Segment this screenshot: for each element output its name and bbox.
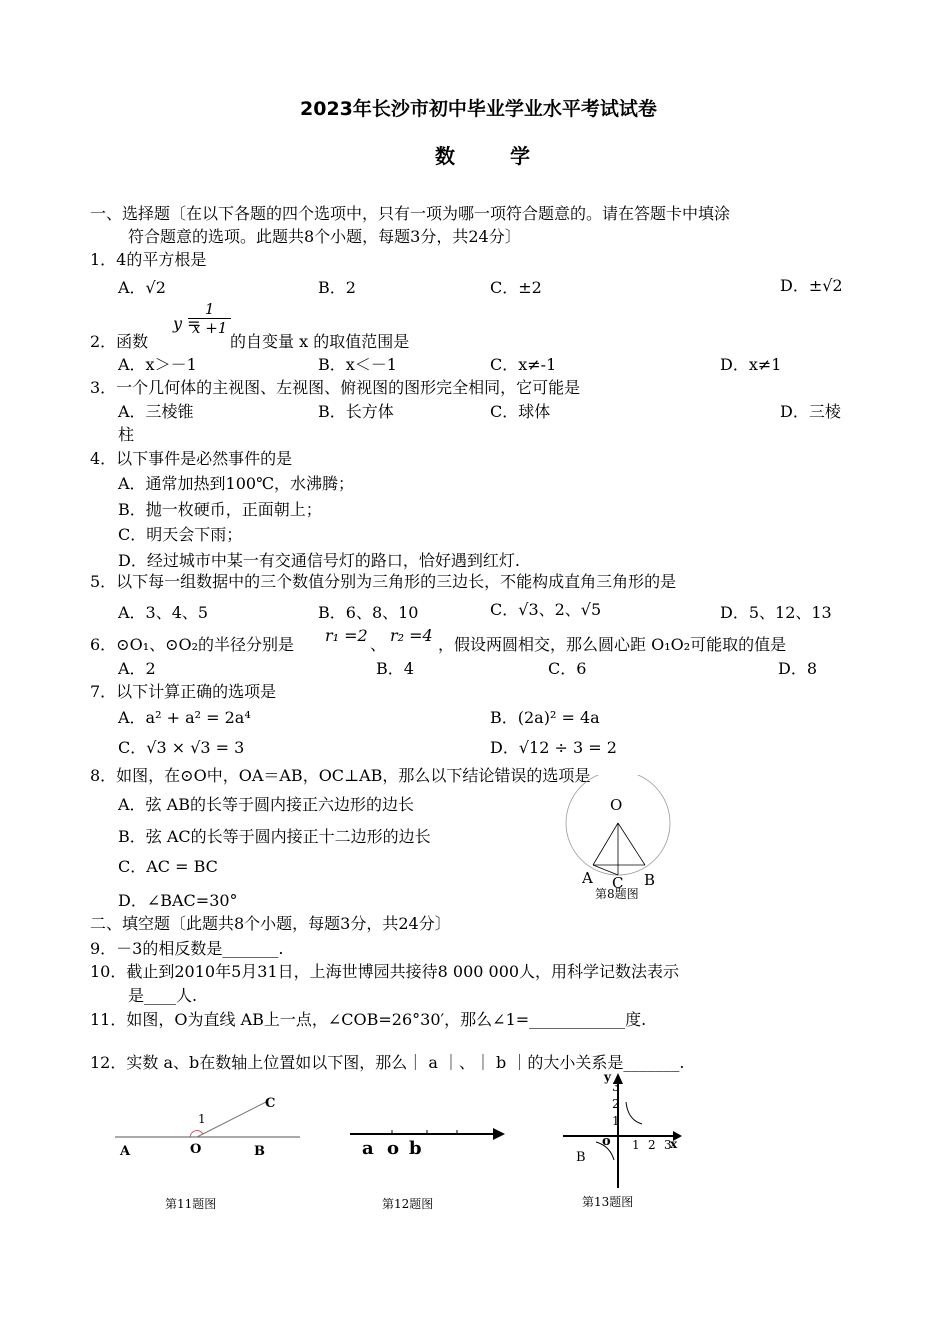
figure-11-angle: [110, 1085, 310, 1170]
q6-r1: r₁ =2: [325, 626, 368, 645]
q3-option-b: B．长方体: [318, 402, 394, 421]
q1-option-d: D．±√2: [780, 276, 843, 295]
q6-option-a: A．2: [118, 659, 156, 678]
q3-option-d: D．三棱: [780, 402, 841, 421]
number-line-arrow: [493, 1128, 505, 1140]
q8-option-c: C．AC = BC: [118, 857, 218, 876]
x-tick-1: 1: [632, 1138, 640, 1152]
q1-option-c: C．±2: [490, 278, 542, 297]
q5-option-c: C．√3、2、√5: [490, 600, 602, 619]
y-axis-label: y: [604, 1070, 611, 1084]
label-o: O: [610, 796, 623, 814]
figure-11-caption: 第11题图: [165, 1197, 217, 1211]
q2-eq-lhs: y =: [173, 314, 201, 333]
segment-ob: [618, 823, 645, 865]
q5-option-b: B．6、8、10: [318, 603, 419, 622]
q8-stem: 8．如图，在⊙O中，OA＝AB，OC⊥AB，那么以下结论错误的选项是: [90, 766, 591, 785]
label-b: B: [254, 1144, 265, 1159]
q10-text-cont: 是____人.: [128, 986, 198, 1005]
label-c: C: [265, 1096, 276, 1111]
q2-option-b: B．x＜－1: [318, 355, 397, 374]
ray-oc: [197, 1101, 268, 1137]
q2-stem-pre: 2．函数: [90, 332, 149, 351]
q3-option-c: C．球体: [490, 402, 551, 421]
q2-option-c: C．x≠-1: [490, 355, 557, 374]
label-b: b: [409, 1138, 422, 1159]
label-b: B: [644, 871, 656, 889]
figure-12-number-line: [345, 1120, 510, 1165]
exam-title: 2023年长沙市初中毕业学业水平考试试卷: [300, 98, 657, 120]
q6-option-c: C．6: [548, 659, 587, 678]
subject-title: 数 学: [435, 144, 554, 168]
origin-label: o: [602, 1134, 611, 1149]
q7-option-d: D．√12 ÷ 3 = 2: [490, 738, 617, 757]
figure-13-caption: 第13题图: [582, 1195, 634, 1209]
q7-option-a: A．a² + a² = 2a⁴: [118, 708, 251, 727]
y-tick-1: 1: [612, 1114, 620, 1128]
q5-option-d: D．5、12、13: [720, 603, 832, 622]
label-c: C: [612, 874, 624, 892]
figure-12-caption: 第12题图: [382, 1197, 434, 1211]
q6-separator: 、: [370, 635, 387, 654]
q7-stem: 7．以下计算正确的选项是: [90, 682, 277, 701]
q9-text: 9．－3的相反数是_______.: [90, 939, 284, 958]
y-tick-3: 3: [612, 1080, 620, 1094]
q1-option-a: A．√2: [118, 278, 166, 297]
q7-option-c: C．√3 × √3 = 3: [118, 738, 245, 757]
segment-oa: [593, 823, 618, 865]
angle-arc: [190, 1131, 203, 1137]
x-axis-label: x: [670, 1137, 678, 1151]
q4-option-a: A．通常加热到100℃，水沸腾；: [118, 474, 354, 493]
q2-option-a: A．x＞－1: [118, 355, 197, 374]
q2-fraction: [188, 300, 231, 337]
q2-fraction-numerator: 1: [188, 300, 231, 319]
q4-stem: 4．以下事件是必然事件的是: [90, 449, 293, 468]
q6-stem-post: ，假设两圆相交，那么圆心距 O₁O₂可能取的值是: [438, 635, 787, 654]
q10-text: 10．截止到2010年5月31日，上海世博园共接待8 000 000人，用科学记数法表示: [90, 962, 680, 981]
q12-text: 12．实数 a、b在数轴上位置如以下图，那么｜ a ｜、｜ b ｜的大小关系是_______.: [90, 1053, 685, 1072]
label-o: o: [387, 1138, 400, 1159]
y-tick-2: 2: [612, 1097, 620, 1111]
q6-option-d: D．8: [778, 659, 818, 678]
hyperbola-branch-q1: [626, 1102, 642, 1124]
q4-option-d: D．经过城市中某一有交通信号灯的路口，恰好遇到红灯.: [118, 551, 520, 570]
section1-heading-cont: 符合题意的选项。此题共8个小题，每题3分，共24分〕: [128, 227, 521, 246]
section1-heading: 一、选择题〔在以下各题的四个选项中，只有一项为哪一项符合题意的。请在答题卡中填涂: [90, 204, 731, 223]
q3-stem: 3．一个几何体的主视图、左视图、俯视图的图形完全相同，它可能是: [90, 378, 581, 397]
section2-heading: 二、填空题〔此题共8个小题，每题3分，共24分〕: [90, 914, 451, 933]
q5-option-a: A．3、4、5: [118, 603, 209, 622]
x-tick-2: 2: [648, 1138, 656, 1152]
q11-text: 11．如图，O为直线 AB上一点，∠COB=26°30′，那么∠1=____________度.: [90, 1010, 647, 1029]
figure-8-caption: 第8题图: [595, 887, 639, 901]
q2-fraction-denominator: x +1: [192, 319, 228, 337]
label-a: A: [582, 869, 593, 887]
q2-stem-post: 的自变量 x 的取值范围是: [230, 332, 410, 351]
q6-r2: r₂ =4: [390, 626, 433, 645]
q1-stem: 1．4的平方根是: [90, 250, 207, 269]
q1-option-b: B．2: [318, 278, 356, 297]
q3-option-a: A．三棱锥: [118, 402, 194, 421]
q2-option-d: D．x≠1: [720, 355, 782, 374]
q4-option-c: C．明天会下雨；: [118, 525, 243, 544]
q3-option-d-cont: 柱: [118, 425, 135, 444]
label-angle-1: 1: [198, 1112, 206, 1126]
q5-stem: 5．以下每一组数据中的三个数值分别为三角形的三边长，不能构成直角三角形的是: [90, 572, 677, 591]
figure-13-coordinate-plane: [560, 1068, 690, 1193]
x-tick-3: 3: [664, 1138, 672, 1152]
q7-option-b: B．(2a)² = 4a: [490, 708, 600, 727]
label-o: O: [190, 1142, 202, 1157]
q4-option-b: B．抛一枚硬币，正面朝上；: [118, 500, 322, 519]
q8-option-d: D．∠BAC=30°: [118, 891, 238, 910]
q8-option-b: B．弦 AC的长等于圆内接正十二边形的边长: [118, 827, 431, 846]
q6-option-b: B．4: [376, 659, 414, 678]
label-a: A: [120, 1144, 131, 1159]
label-a: a: [362, 1138, 374, 1159]
q8-option-a: A．弦 AB的长等于圆内接正六边形的边长: [118, 795, 414, 814]
label-b: B: [576, 1150, 586, 1165]
q6-stem-pre: 6．⊙O₁、⊙O₂的半径分别是: [90, 635, 295, 654]
figure-8-circle: [560, 775, 680, 905]
